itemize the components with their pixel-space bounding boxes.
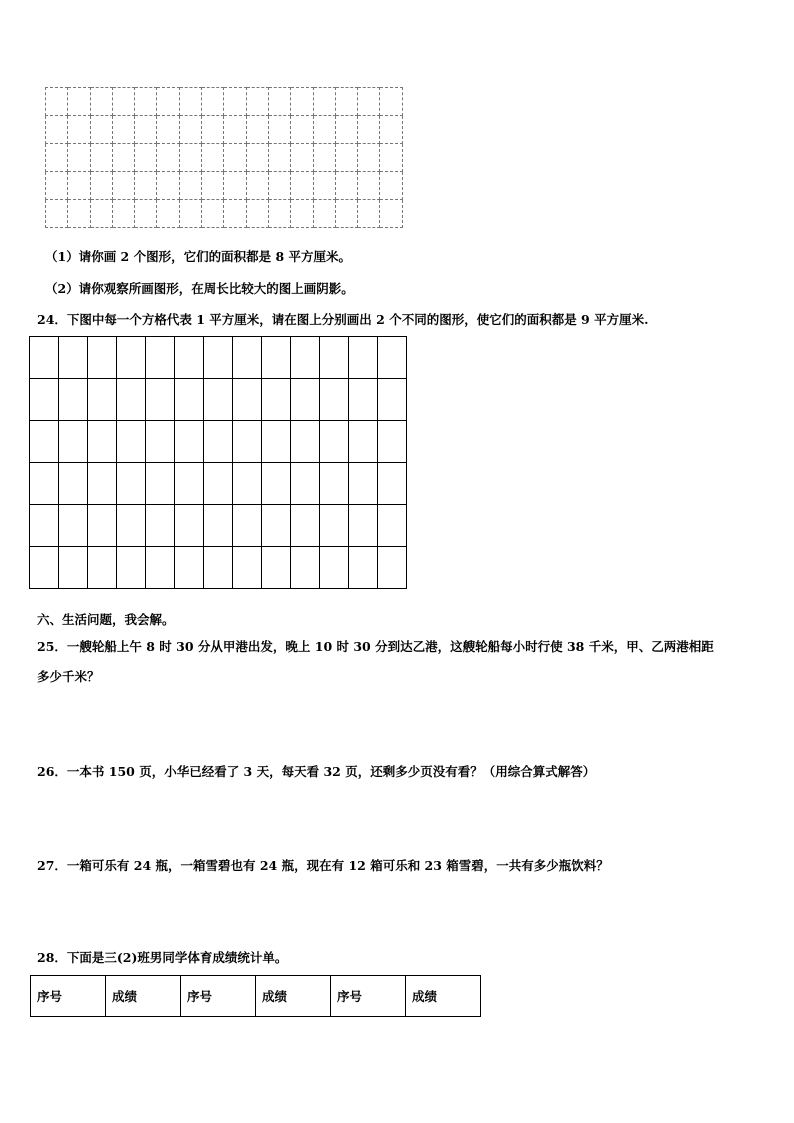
grid-cell (30, 379, 59, 421)
grid-cell (335, 200, 357, 228)
score-table (30, 975, 481, 1017)
grid-cell (335, 88, 357, 116)
grid-cell (117, 421, 146, 463)
grid-cell (46, 88, 68, 116)
grid-cell (358, 172, 380, 200)
grid-cell (202, 116, 224, 144)
q25-line1: 25．一艘轮船上午 8 时 30 分从甲港出发，晚上 10 时 30 分到达乙港，这艘轮船每小时行使 38 千米，甲、乙两港相距 (37, 639, 714, 654)
grid-cell (112, 200, 134, 228)
grid-cell (146, 337, 175, 379)
grid-cell (68, 200, 90, 228)
grid-cell (268, 144, 290, 172)
grid-cell (268, 116, 290, 144)
grid-cell (291, 200, 313, 228)
grid-cell (204, 421, 233, 463)
grid-cell (46, 116, 68, 144)
grid-cell (68, 144, 90, 172)
grid-cell (262, 421, 291, 463)
grid-cell (59, 421, 88, 463)
grid-cell (68, 116, 90, 144)
grid-cell (335, 144, 357, 172)
grid-cell (378, 505, 407, 547)
grid-cell (117, 379, 146, 421)
header-cell: 序号 (31, 976, 106, 1017)
q27-text: 27．一箱可乐有 24 瓶，一箱雪碧也有 24 瓶，现在有 12 箱可乐和 23 箱雪碧，一共有多少瓶饮料？ (37, 858, 609, 873)
header-cell: 成绩 (256, 976, 331, 1017)
grid-cell (349, 463, 378, 505)
grid-cell (246, 172, 268, 200)
grid-cell (291, 144, 313, 172)
grid-cell (224, 116, 246, 144)
grid-cell (146, 379, 175, 421)
grid-row (30, 421, 407, 463)
grid-cell (146, 421, 175, 463)
q28-text: 28．下面是三(2)班男同学体育成绩统计单。 (37, 950, 288, 965)
grid-cell (233, 337, 262, 379)
grid-cell (262, 505, 291, 547)
q23-sub2: （2）请你观察所画图形，在周长比较大的图上画阴影。 (45, 281, 354, 296)
grid-cell (179, 88, 201, 116)
grid-cell (88, 421, 117, 463)
grid-row (46, 172, 403, 200)
grid-cell (313, 200, 335, 228)
grid-cell (246, 116, 268, 144)
grid-cell (146, 463, 175, 505)
grid-cell (157, 172, 179, 200)
grid-cell (135, 116, 157, 144)
header-cell: 序号 (181, 976, 256, 1017)
grid-cell (268, 172, 290, 200)
grid-cell (157, 88, 179, 116)
grid-cell (291, 337, 320, 379)
grid-cell (358, 116, 380, 144)
grid-cell (380, 172, 402, 200)
grid-cell (380, 88, 402, 116)
q24-text: 24．下图中每一个方格代表 1 平方厘米，请在图上分别画出 2 个不同的图形，使它们的面积都是 9 平方厘米. (37, 312, 649, 327)
grid-cell (291, 379, 320, 421)
grid-cell (224, 88, 246, 116)
grid-cell (378, 337, 407, 379)
grid-cell (175, 421, 204, 463)
grid-cell (179, 200, 201, 228)
grid-cell (313, 88, 335, 116)
grid-cell (291, 463, 320, 505)
grid-cell (88, 379, 117, 421)
grid-row (46, 200, 403, 228)
grid-cell (378, 421, 407, 463)
grid-cell (90, 200, 112, 228)
grid-cell (117, 337, 146, 379)
grid-cell (358, 88, 380, 116)
grid-cell (175, 379, 204, 421)
grid-cell (262, 547, 291, 589)
grid-cell (135, 172, 157, 200)
grid-cell (313, 116, 335, 144)
grid-cell (202, 172, 224, 200)
grid-cell (90, 144, 112, 172)
grid-cell (46, 200, 68, 228)
grid-row (30, 379, 407, 421)
grid-cell (233, 505, 262, 547)
grid-cell (117, 505, 146, 547)
header-cell: 成绩 (406, 976, 481, 1017)
grid-cell (30, 547, 59, 589)
q25-line2: 多少千米？ (37, 669, 100, 684)
grid-cell (59, 379, 88, 421)
grid-cell (320, 379, 349, 421)
grid-cell (117, 463, 146, 505)
grid-cell (175, 505, 204, 547)
grid-cell (157, 144, 179, 172)
grid-cell (204, 547, 233, 589)
grid-cell (335, 116, 357, 144)
grid-row (30, 463, 407, 505)
grid-cell (380, 116, 402, 144)
header-cell: 成绩 (106, 976, 181, 1017)
grid-cell (291, 547, 320, 589)
grid-cell (291, 116, 313, 144)
grid-cell (291, 88, 313, 116)
grid-cell (268, 200, 290, 228)
grid-cell (349, 547, 378, 589)
score-table-header-row (31, 976, 481, 1017)
section-6-title: 六、生活问题，我会解。 (37, 612, 175, 627)
grid-cell (117, 547, 146, 589)
grid-cell (112, 88, 134, 116)
grid-row (30, 337, 407, 379)
q23-sub1: （1）请你画 2 个图形，它们的面积都是 8 平方厘米。 (45, 249, 352, 264)
grid-cell (88, 505, 117, 547)
grid-cell (380, 144, 402, 172)
grid-cell (146, 505, 175, 547)
grid-cell (59, 505, 88, 547)
grid-cell (378, 463, 407, 505)
grid-cell (335, 172, 357, 200)
grid-cell (90, 172, 112, 200)
grid-cell (349, 379, 378, 421)
grid-cell (135, 200, 157, 228)
grid-cell (313, 172, 335, 200)
grid-cell (30, 463, 59, 505)
grid-cell (349, 421, 378, 463)
grid-cell (246, 200, 268, 228)
grid-cell (204, 505, 233, 547)
q26-text: 26．一本书 150 页，小华已经看了 3 天，每天看 32 页，还剩多少页没有看？（用综合算式解答） (37, 764, 596, 779)
dotted-grid-q23 (45, 87, 403, 228)
grid-cell (291, 172, 313, 200)
grid-cell (233, 547, 262, 589)
grid-cell (179, 144, 201, 172)
grid-cell (233, 421, 262, 463)
grid-cell (313, 144, 335, 172)
grid-cell (204, 337, 233, 379)
grid-cell (88, 547, 117, 589)
grid-cell (291, 421, 320, 463)
grid-cell (204, 379, 233, 421)
grid-cell (90, 116, 112, 144)
grid-row (46, 88, 403, 116)
grid-cell (358, 200, 380, 228)
grid-cell (320, 337, 349, 379)
grid-cell (202, 88, 224, 116)
grid-cell (179, 116, 201, 144)
header-cell: 序号 (331, 976, 406, 1017)
grid-cell (59, 337, 88, 379)
grid-cell (320, 463, 349, 505)
grid-cell (68, 172, 90, 200)
grid-cell (246, 144, 268, 172)
grid-row (46, 144, 403, 172)
grid-cell (157, 200, 179, 228)
grid-row (46, 116, 403, 144)
grid-cell (112, 116, 134, 144)
grid-cell (224, 144, 246, 172)
grid-cell (30, 337, 59, 379)
grid-cell (262, 463, 291, 505)
grid-cell (46, 144, 68, 172)
grid-cell (112, 144, 134, 172)
grid-cell (59, 463, 88, 505)
grid-cell (30, 505, 59, 547)
grid-cell (320, 505, 349, 547)
grid-cell (378, 379, 407, 421)
grid-cell (262, 337, 291, 379)
grid-cell (204, 463, 233, 505)
grid-cell (59, 547, 88, 589)
grid-cell (358, 144, 380, 172)
grid-cell (224, 200, 246, 228)
grid-cell (146, 547, 175, 589)
grid-cell (380, 200, 402, 228)
grid-cell (46, 172, 68, 200)
grid-cell (90, 88, 112, 116)
grid-cell (262, 379, 291, 421)
grid-cell (30, 421, 59, 463)
grid-cell (378, 547, 407, 589)
grid-cell (349, 337, 378, 379)
grid-cell (349, 505, 378, 547)
grid-cell (88, 463, 117, 505)
grid-cell (179, 172, 201, 200)
square-grid-q24 (29, 336, 407, 589)
grid-cell (135, 144, 157, 172)
grid-cell (268, 88, 290, 116)
grid-cell (175, 337, 204, 379)
grid-cell (320, 421, 349, 463)
grid-row (30, 505, 407, 547)
grid-cell (175, 547, 204, 589)
grid-cell (202, 144, 224, 172)
grid-cell (291, 505, 320, 547)
grid-cell (202, 200, 224, 228)
grid-cell (68, 88, 90, 116)
grid-row (30, 547, 407, 589)
grid-cell (88, 337, 117, 379)
grid-cell (135, 88, 157, 116)
grid-cell (112, 172, 134, 200)
grid-cell (157, 116, 179, 144)
grid-cell (233, 379, 262, 421)
grid-cell (320, 547, 349, 589)
grid-cell (246, 88, 268, 116)
grid-cell (224, 172, 246, 200)
grid-cell (175, 463, 204, 505)
grid-cell (233, 463, 262, 505)
